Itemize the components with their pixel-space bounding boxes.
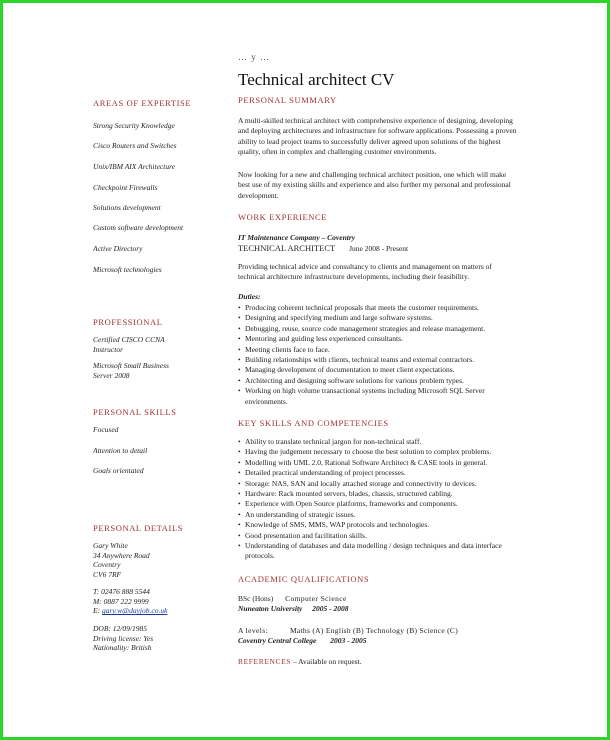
personal-skill-item: Focused xyxy=(93,425,119,434)
duties-list xyxy=(238,303,520,407)
professional-line: Microsoft Small Business xyxy=(93,361,169,370)
professional-item xyxy=(93,361,223,380)
list-item: • An understanding of strategic issues. xyxy=(238,510,520,520)
college-dates: 2003 - 2005 xyxy=(330,636,367,645)
university-line xyxy=(238,604,520,614)
list-item: • Modelling with UML 2.0, Rational Software Architect & CASE tools in general. xyxy=(238,458,520,468)
list-item: • Hardware: Rack mounted servers, blades, chassis, structured cabling. xyxy=(238,489,520,499)
expertise-item: Cisco Routers and Switches xyxy=(93,141,177,150)
degree-line xyxy=(238,594,520,604)
list-item: • Managing development of documentation to meet client expectations. xyxy=(238,365,520,375)
list-item: • Producing coherent technical proposals that meets the customer requirements. xyxy=(238,303,520,313)
professional-line: Instructor xyxy=(93,344,123,354)
list-item: • Mentoring and guiding less experienced consultants. xyxy=(238,334,520,344)
telephone: T: 02476 888 5544 xyxy=(93,587,150,596)
personal-skills-heading: PERSONAL SKILLS xyxy=(93,407,177,417)
summary-paragraph: A multi-skilled technical architect with comprehensive experience of designing, developing and deploying architectures and infrastructure for software applications. Possessing a proven ability to lead project teams to successfully deliver agreed upon solutions of the highest quality, often in complex and challenging customer environments. xyxy=(238,116,517,156)
list-item: • Designing and specifying medium and large software systems. xyxy=(238,313,520,323)
professional-line: Server 2008 xyxy=(93,370,130,380)
references-text: – Available on request. xyxy=(291,657,362,666)
contact-name: Gary White xyxy=(93,541,128,550)
skills-list xyxy=(238,437,520,562)
professional-line: Certified CISCO CCNA xyxy=(93,335,165,344)
references-heading: REFERENCES xyxy=(238,657,292,666)
expertise-item: Strong Security Knowledge xyxy=(93,121,175,130)
date-of-birth: DOB: 12/09/1985 xyxy=(93,624,147,633)
skills-heading: KEY SKILLS AND COMPETENCIES xyxy=(238,418,389,428)
expertise-item: Solutions development xyxy=(93,203,161,212)
expertise-item: Checkpoint Firewalls xyxy=(93,183,158,192)
list-item: • Meeting clients face to face. xyxy=(238,345,520,355)
list-item: • Working on high volume transactional systems including Microsoft SQL Server environments. xyxy=(238,386,520,407)
college-line xyxy=(238,636,520,646)
summary-heading: PERSONAL SUMMARY xyxy=(238,95,337,105)
role-line xyxy=(238,243,520,254)
driving-license: Driving license: Yes xyxy=(93,633,154,643)
alevels-subjects: Maths (A) English (B) Technology (B) Science (C) xyxy=(289,626,459,635)
personal-info-block xyxy=(93,624,223,653)
list-item: • Debugging, reuse, source code management strategies and release management. xyxy=(238,324,520,334)
address-line: CV6 7RF xyxy=(93,569,122,579)
academic-heading: ACADEMIC QUALIFICATIONS xyxy=(238,574,370,584)
list-item: • Good presentation and facilitation skills. xyxy=(238,531,520,541)
company-name: IT Maintenance Company – Coventry xyxy=(238,233,356,242)
personal-details-heading: PERSONAL DETAILS xyxy=(93,523,184,533)
personal-skill-item: Goals orientated xyxy=(93,466,144,475)
email-link[interactable]: gary.w@dayjob.co.uk xyxy=(101,606,168,616)
personal-skill-item: Attention to detail xyxy=(93,446,148,455)
address-block xyxy=(93,541,223,579)
nationality: Nationality: British xyxy=(93,643,152,653)
job-title: TECHNICAL ARCHITECT xyxy=(238,243,336,253)
expertise-item: Custom software development xyxy=(93,223,184,232)
mobile: M: 0887 222 9999 xyxy=(93,596,149,606)
degree-label: BSc (Hons) xyxy=(238,594,274,603)
cut-off-header: … y … xyxy=(238,52,270,62)
job-description: Providing technical advice and consultancy to clients and management on matters of technical architecture infrastructure developments, including their feasibility. xyxy=(238,262,492,282)
list-item: • Building relationships with clients, technical teams and external contractors. xyxy=(238,355,520,365)
list-item: • Ability to translate technical jargon for non-technical staff. xyxy=(238,437,520,447)
professional-item xyxy=(93,335,223,354)
summary-paragraph: Now looking for a new and challenging technical architect position, one which will make best use of my existing skills and experience and also further my personal and professional development. xyxy=(238,170,511,200)
list-item: • Knowledge of SMS, MMS, WAP protocols and technologies. xyxy=(238,520,520,530)
professional-heading: PROFESSIONAL xyxy=(93,317,163,327)
alevels-label: A levels: xyxy=(238,626,269,635)
job-dates: June 2008 - Present xyxy=(349,244,409,253)
contact-block xyxy=(93,587,223,616)
list-item: • Storage: NAS, SAN and locally attached storage and connectivity to devices. xyxy=(238,479,520,489)
expertise-item: Active Directory xyxy=(93,244,143,253)
list-item: • Having the judgement necessary to choose the best solution to complex problems. xyxy=(238,447,520,457)
work-heading: WORK EXPERIENCE xyxy=(238,212,328,222)
university-dates: 2005 - 2008 xyxy=(312,604,349,613)
list-item: • Detailed practical understanding of project processes. xyxy=(238,468,520,478)
page-title: Technical architect CV xyxy=(238,70,395,89)
list-item: • Architecting and designing software solutions for various problem types. xyxy=(238,376,520,386)
degree-subject: Computer Science xyxy=(285,594,347,603)
expertise-heading: AREAS OF EXPERTISE xyxy=(93,98,192,108)
email-line xyxy=(93,606,223,616)
alevels-line xyxy=(238,626,520,636)
university-name: Nuneaton University xyxy=(238,604,303,613)
email-prefix: E: xyxy=(93,606,102,616)
address-line: 34 Anywhere Road xyxy=(93,550,150,560)
duties-label: Duties: xyxy=(238,292,261,301)
list-item: • Understanding of databases and data modelling / design techniques and data interface protocols. xyxy=(238,541,520,562)
college-name: Coventry Central College xyxy=(238,636,317,645)
list-item: • Experience with Open Source platforms, frameworks and components. xyxy=(238,499,520,509)
expertise-item: Unix/IBM AIX Architecture xyxy=(93,162,176,171)
address-line: Coventry xyxy=(93,560,121,570)
expertise-item: Microsoft technologies xyxy=(93,265,162,274)
references-line xyxy=(238,657,520,667)
